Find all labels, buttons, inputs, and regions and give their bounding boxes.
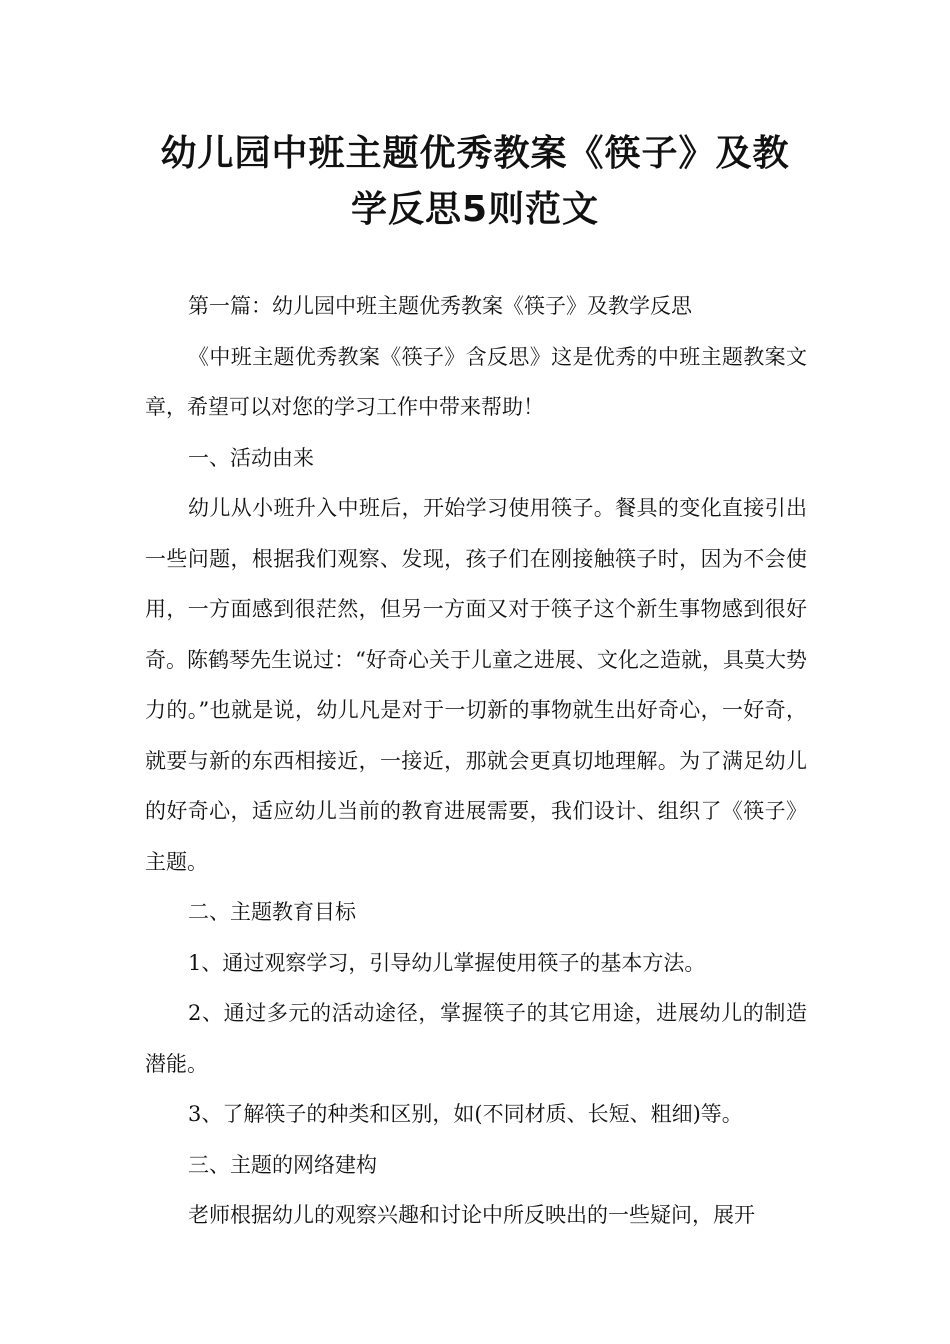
goal-item-3: 3、了解筷子的种类和区别，如(不同材质、长短、粗细)等。 [188,1102,743,1126]
goal-item-1: 1、通过观察学习，引导幼儿掌握使用筷子的基本方法。 [188,950,706,975]
origin-paragraph: 幼儿从小班升入中班后，开始学习使用筷子。餐具的变化直接引出一些问题，根据我们观察、发现，孩子们在刚接触筷子时，因为不会使用，一方面感到很茫然，但另一方面又对于筷子这个新生事物感到很好奇。陈鹤琴先生说过：“好奇心关于儿童之进展、文化之造就，具莫大势力的。”也就是说，幼儿凡是对于一切新的事物就生出好奇心，一好奇，就要与新的东西相接近，一接近，那就会更真切地理解。为了满足幼儿的好奇心，适应幼儿当前的教育进展需要，我们设计、组织了《筷子》主题。 [145,496,807,874]
document-title [130,126,820,238]
title-line-2: 学反思5则范文 [350,189,600,230]
network-paragraph: 老师根据幼儿的观察兴趣和讨论中所反映出的一些疑问，展开 [188,1203,756,1227]
goal-item-2: 2、通过多元的活动途径，掌握筷子的其它用途，进展幼儿的制造潜能。 [145,1001,807,1076]
intro-paragraph: 《中班主题优秀教案《筷子》含反思》这是优秀的中班主题教案文章，希望可以对您的学习工作中带来帮助！ [145,344,807,419]
section-heading-network: 三、主题的网络建构 [188,1152,378,1177]
section-heading-part1: 第一篇：幼儿园中班主题优秀教案《筷子》及教学反思 [188,294,693,318]
document-body [145,281,807,1241]
section-heading-goals: 二、主题教育目标 [188,900,357,924]
section-heading-origin: 一、活动由来 [188,445,315,470]
title-line-1: 幼儿园中班主题优秀教案《筷子》及教 [160,133,790,174]
